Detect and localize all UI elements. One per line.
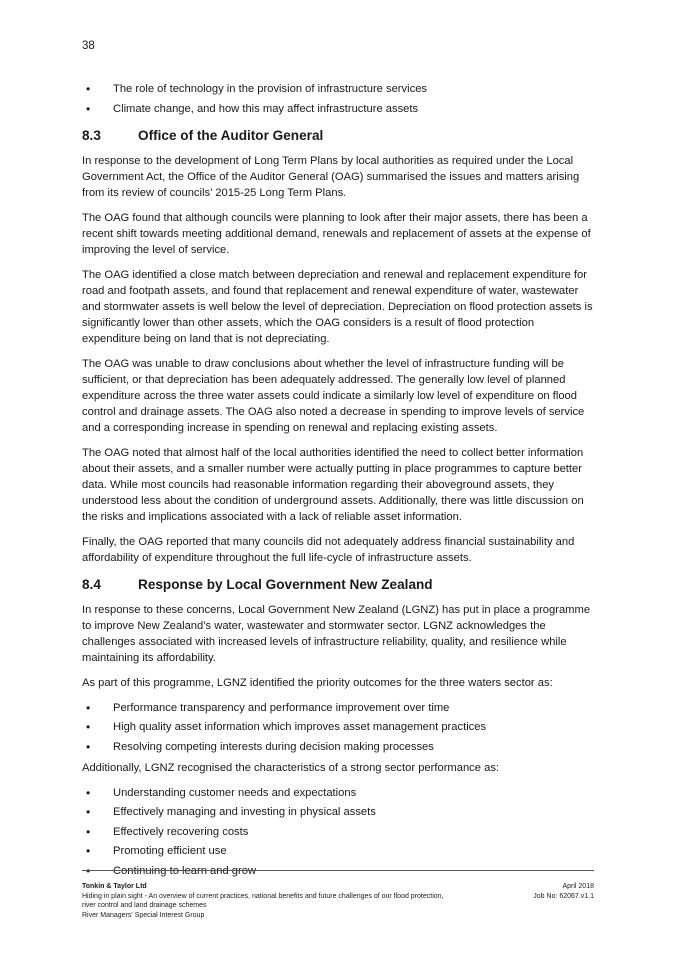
paragraph: In response to these concerns, Local Government New Zealand (LGNZ) has put in place a programme to improve New Zealand’s water, wastewater and stormwater sector. LGNZ acknowledges the challenges associated with increased levels of infrastructure reliability, quality, and resilience while maintaining its affordability. (82, 603, 591, 664)
section-title: Response by Local Government New Zealand (138, 576, 433, 592)
characteristics-bullet-list (82, 785, 594, 879)
list-item: • Understanding customer needs and expectations (82, 785, 594, 801)
paragraph: The OAG noted that almost half of the local authorities identified the need to collect better information about their assets, and a smaller number were actually putting in place programmes to capture better data. While most councils had reasonable information regarding their aboveground assets, they understood less about the condition of underground assets. Additionally, there was little discussion on the risks and implications associated with a lack of reliable asset information. (82, 446, 584, 523)
paragraph: As part of this programme, LGNZ identified the priority outcomes for the three waters sector as: (82, 676, 553, 689)
list-item: • Climate change, and how this may affect infrastructure assets (82, 101, 594, 117)
footer-document-title: Hiding in plain sight - An overview of current practices, national benefits and future challenges of our flood protection, river control and land drainage schemes (82, 892, 444, 910)
document-body (82, 81, 594, 884)
paragraph: Additionally, LGNZ recognised the characteristics of a strong sector performance as: (82, 761, 500, 774)
list-item: • Continuing to learn and grow (82, 863, 594, 879)
section-heading-8-4 (82, 577, 594, 593)
footer-company: Tonkin & Taylor Ltd (82, 883, 147, 890)
footer-date: April 2018 (562, 883, 594, 890)
paragraph: The OAG found that although councils were planning to look after their major assets, there has been a recent shift towards meeting additional demand, renewals and replacement of assets at the expense of improving the level of service. (82, 211, 591, 256)
footer-client: River Managers' Special Interest Group (82, 911, 205, 919)
intro-bullet-list (82, 81, 594, 117)
section-number: 8.4 (82, 576, 101, 592)
paragraph: In response to the development of Long Term Plans by local authorities as required under the Local Government Act, the Office of the Auditor General (OAG) summarised the issues and matters arising from its review of councils’ 2015-25 Long Term Plans. (82, 154, 580, 199)
list-item: • Effectively managing and investing in physical assets (82, 804, 594, 820)
outcomes-bullet-list (82, 700, 594, 755)
paragraph: The OAG was unable to draw conclusions about whether the level of infrastructure funding will be sufficient, or that depreciation has been adequately addressed. The generally low level of planned expenditure across the three water assets could indicate a similarly low level of expenditure on flood control and drainage assets. The OAG also noted a decrease in spending to improve levels of service and a corresponding increase in spending on renewal and replacing existing assets. (82, 357, 585, 434)
list-item: • Resolving competing interests during decision making processes (82, 739, 594, 755)
section-title: Office of the Auditor General (138, 127, 324, 143)
page-footer (82, 870, 594, 920)
list-item: • High quality asset information which improves asset management practices (82, 719, 594, 735)
list-item: • The role of technology in the provision of infrastructure services (82, 81, 594, 97)
section-number: 8.3 (82, 127, 101, 143)
footer-job-number: Job No: 62067.v1.1 (533, 892, 594, 900)
paragraph: The OAG identified a close match between depreciation and renewal and replacement expenditure for road and footpath assets, and found that replacement and renewal expenditure of water, wastewater and stormwater assets is well below the level of depreciation. Depreciation on flood protection assets is significantly lower than other assets, which the OAG considers is a result of flood protection expenditure being on land that is not depreciating. (82, 268, 593, 345)
list-item: • Performance transparency and performance improvement over time (82, 700, 594, 716)
list-item: • Effectively recovering costs (82, 824, 594, 840)
section-heading-8-3 (82, 128, 594, 144)
paragraph: Finally, the OAG reported that many councils did not adequately address financial sustainability and affordability of expenditure throughout the full life-cycle of infrastructure assets. (82, 535, 575, 564)
page-number: 38 (82, 40, 95, 52)
list-item: • Promoting efficient use (82, 843, 594, 859)
